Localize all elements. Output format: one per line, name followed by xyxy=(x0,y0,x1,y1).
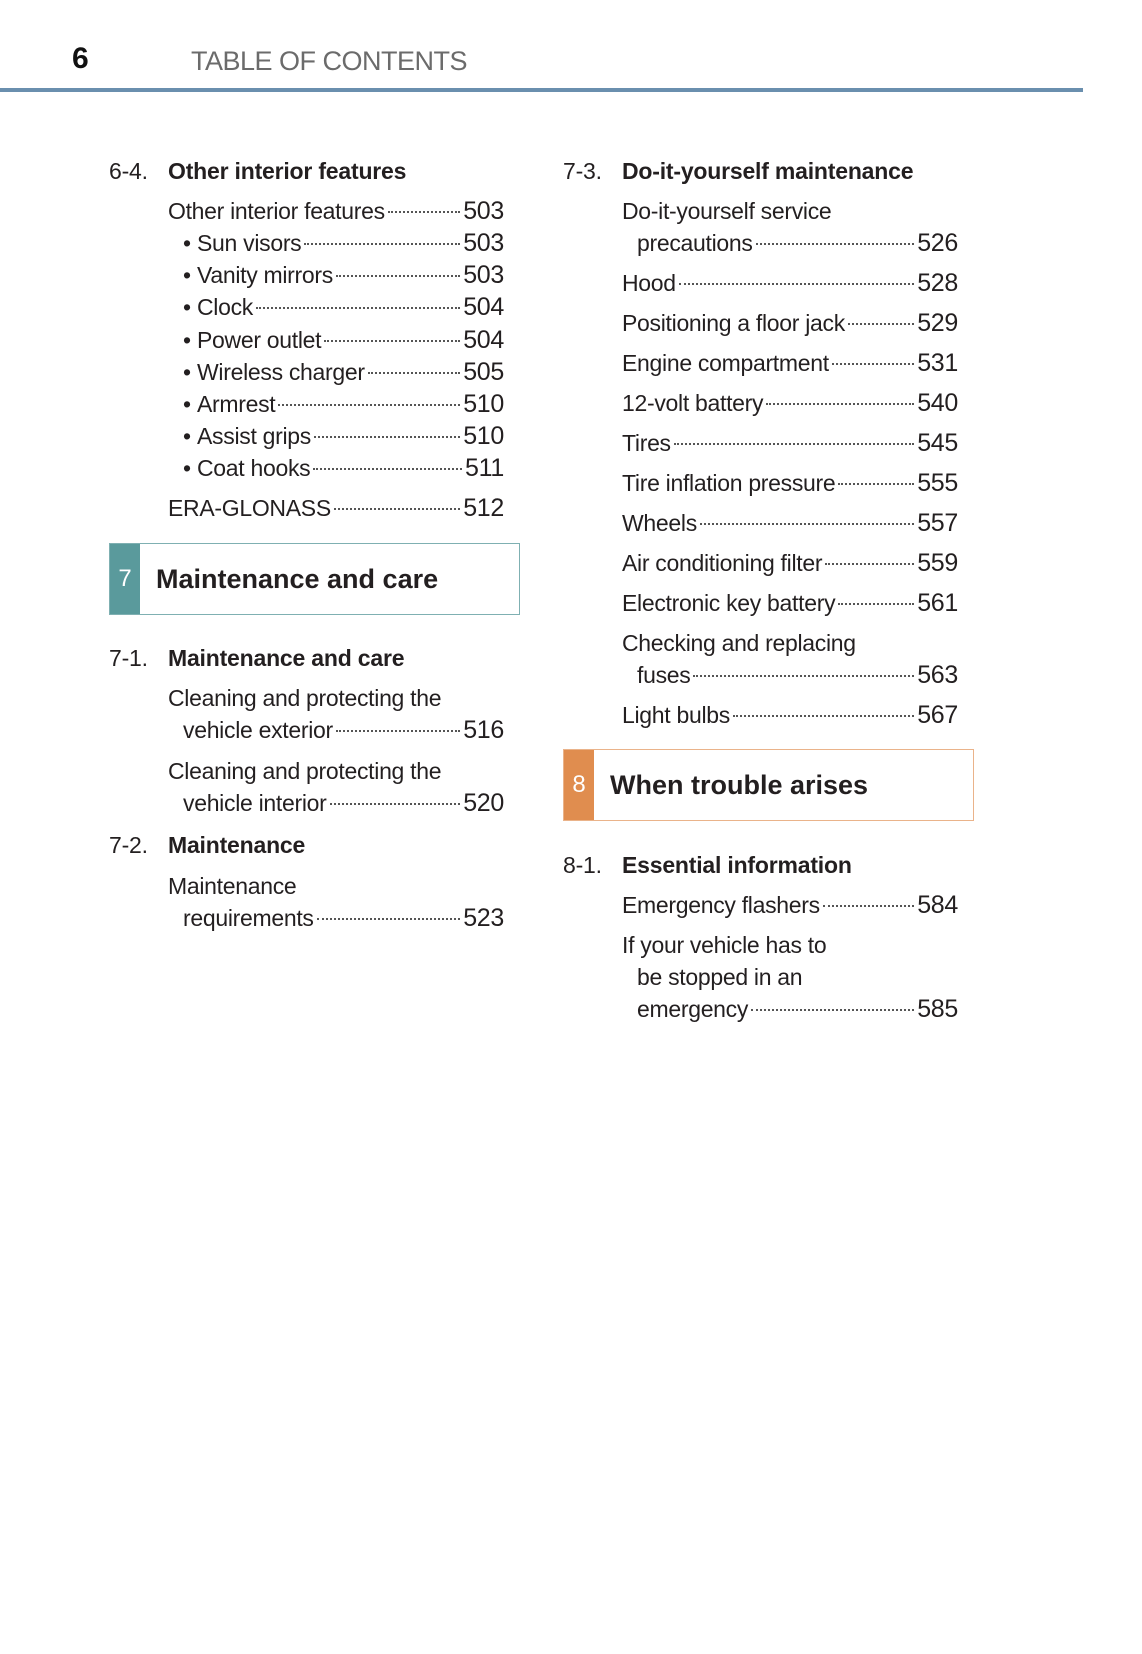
dot-leader xyxy=(368,372,460,374)
entry-page: 559 xyxy=(917,549,958,577)
entry-page: 511 xyxy=(465,454,504,482)
entry-page: 503 xyxy=(463,261,504,289)
bullet-icon: • xyxy=(183,359,191,385)
entry-text: Coat hooks xyxy=(197,455,311,481)
toc-entry[interactable] xyxy=(622,307,958,339)
entry-page: 531 xyxy=(917,349,958,377)
chapter-title: Maintenance and care xyxy=(156,563,439,594)
entry-label: precautions xyxy=(637,230,753,256)
entry-label xyxy=(183,291,253,323)
section-number: 7-2. xyxy=(109,832,148,858)
section-number: 8-1. xyxy=(563,852,602,878)
entry-page: 503 xyxy=(463,229,504,257)
entry-text: Armrest xyxy=(197,391,276,417)
page-title: TABLE OF CONTENTS xyxy=(191,46,468,76)
toc-entry[interactable] xyxy=(168,492,504,524)
entry-page: 526 xyxy=(917,229,958,257)
section-8-1-heading xyxy=(563,849,852,881)
dot-leader xyxy=(313,468,462,470)
entry-label-line[interactable] xyxy=(637,961,958,993)
entry-page: 505 xyxy=(463,358,504,386)
toc-entry[interactable] xyxy=(637,227,958,259)
dot-leader xyxy=(823,905,914,907)
entry-label: requirements xyxy=(183,905,314,931)
entry-label: vehicle interior xyxy=(183,790,327,816)
toc-entry[interactable] xyxy=(622,699,958,731)
entry-page: 516 xyxy=(463,716,504,744)
entry-page: 523 xyxy=(463,904,504,932)
entry-label-line[interactable] xyxy=(622,627,958,659)
entry-text: Assist grips xyxy=(197,423,311,449)
entry-label-line[interactable] xyxy=(168,870,504,902)
dot-leader xyxy=(700,523,914,525)
section-number: 6-4. xyxy=(109,158,148,184)
entry-label: vehicle exterior xyxy=(183,717,333,743)
header-rule xyxy=(0,88,1083,92)
entry-page: 567 xyxy=(917,701,958,729)
section-7-3-heading xyxy=(563,155,913,187)
entry-label: 12-volt battery xyxy=(622,390,764,416)
entry-label: Maintenance xyxy=(168,873,297,899)
section-title: Do-it-yourself maintenance xyxy=(622,158,914,184)
entry-label: Emergency flashers xyxy=(622,892,820,918)
section-number: 7-1. xyxy=(109,645,148,671)
entry-page: 504 xyxy=(463,293,504,321)
toc-entry[interactable] xyxy=(622,267,958,299)
entry-label: Electronic key battery xyxy=(622,590,836,616)
bullet-icon: • xyxy=(183,327,191,353)
chapter-title: When trouble arises xyxy=(610,769,869,800)
dot-leader xyxy=(838,483,914,485)
entry-label: emergency xyxy=(637,996,749,1022)
toc-entry[interactable] xyxy=(183,388,504,420)
entry-page: 555 xyxy=(917,469,958,497)
entry-label: Checking and replacing xyxy=(622,630,856,656)
entry-page: 504 xyxy=(463,326,504,354)
entry-page: 510 xyxy=(463,422,504,450)
dot-leader xyxy=(388,211,460,213)
entry-label: fuses xyxy=(637,662,691,688)
dot-leader xyxy=(317,918,461,920)
toc-entry[interactable] xyxy=(183,259,504,291)
entry-label xyxy=(183,227,301,259)
toc-entry[interactable] xyxy=(183,324,504,356)
toc-entry[interactable] xyxy=(183,356,504,388)
entry-label xyxy=(183,324,321,356)
entry-page: 503 xyxy=(463,197,504,225)
dot-leader xyxy=(334,508,460,510)
toc-entry[interactable] xyxy=(622,507,958,539)
chapter-number: 8 xyxy=(564,750,594,820)
section-title: Maintenance and care xyxy=(168,645,405,671)
bullet-icon: • xyxy=(183,455,191,481)
dot-leader xyxy=(324,340,460,342)
toc-entry[interactable] xyxy=(637,659,958,691)
section-7-1-heading xyxy=(109,642,404,674)
dot-leader xyxy=(733,715,914,717)
toc-entry[interactable] xyxy=(622,467,958,499)
toc-entry[interactable] xyxy=(183,291,504,323)
section-6-4-heading xyxy=(109,155,406,187)
toc-entry[interactable] xyxy=(183,420,504,452)
toc-entry[interactable] xyxy=(637,993,958,1025)
entry-label xyxy=(183,356,365,388)
entry-page: 540 xyxy=(917,389,958,417)
entry-label xyxy=(183,259,333,291)
dot-leader xyxy=(330,803,461,805)
toc-entry[interactable] xyxy=(183,227,504,259)
entry-page: 520 xyxy=(463,789,504,817)
entry-page: 584 xyxy=(917,891,958,919)
dot-leader xyxy=(751,1009,914,1011)
entry-label: Air conditioning filter xyxy=(622,550,823,576)
bullet-icon: • xyxy=(183,294,191,320)
section-number: 7-3. xyxy=(563,158,602,184)
entry-label: Positioning a floor jack xyxy=(622,310,845,336)
entry-label: Engine compartment xyxy=(622,350,829,376)
dot-leader xyxy=(679,283,914,285)
entry-page: 529 xyxy=(917,309,958,337)
dot-leader xyxy=(304,243,460,245)
entry-label xyxy=(183,388,275,420)
entry-text: Clock xyxy=(197,294,254,320)
bullet-icon: • xyxy=(183,230,191,256)
entry-text: Vanity mirrors xyxy=(197,262,333,288)
chapter-7-banner[interactable] xyxy=(109,543,520,615)
toc-entry[interactable] xyxy=(622,347,958,379)
toc-entry[interactable] xyxy=(622,889,958,921)
entry-label: Tire inflation pressure xyxy=(622,470,836,496)
dot-leader xyxy=(336,275,460,277)
section-title: Maintenance xyxy=(168,832,306,858)
dot-leader xyxy=(832,363,914,365)
entry-label: Tires xyxy=(622,430,671,456)
entry-label xyxy=(183,452,310,484)
dot-leader xyxy=(314,436,460,438)
entry-label: Cleaning and protecting the xyxy=(168,758,442,784)
entry-text: Power outlet xyxy=(197,327,322,353)
dot-leader xyxy=(693,675,914,677)
dot-leader xyxy=(838,603,914,605)
entry-page: 545 xyxy=(917,429,958,457)
toc-entry[interactable] xyxy=(183,452,504,484)
entry-label: ERA-GLONASS xyxy=(168,495,331,521)
bullet-icon: • xyxy=(183,262,191,288)
toc-entry[interactable] xyxy=(622,547,958,579)
toc-entry[interactable] xyxy=(168,195,504,227)
entry-text: Sun visors xyxy=(197,230,302,256)
bullet-icon: • xyxy=(183,391,191,417)
entry-page: 510 xyxy=(463,390,504,418)
section-title: Essential information xyxy=(622,852,852,878)
entry-label-line[interactable] xyxy=(168,682,504,714)
entry-label-line[interactable] xyxy=(168,755,504,787)
entry-label: Wheels xyxy=(622,510,697,536)
page-number: 6 xyxy=(72,42,89,75)
dot-leader xyxy=(336,730,460,732)
entry-label: Light bulbs xyxy=(622,702,730,728)
entry-label: Cleaning and protecting the xyxy=(168,685,442,711)
entry-label-line[interactable] xyxy=(622,195,958,227)
entry-label-line[interactable] xyxy=(622,929,958,961)
chapter-number: 7 xyxy=(110,544,140,614)
section-title: Other interior features xyxy=(168,158,407,184)
dot-leader xyxy=(256,307,460,309)
entry-page: 585 xyxy=(917,995,958,1023)
entry-label: Do-it-yourself service xyxy=(622,198,832,224)
entry-label: Other interior features xyxy=(168,198,385,224)
dot-leader xyxy=(674,443,914,445)
toc-entry[interactable] xyxy=(622,587,958,619)
toc-entry[interactable] xyxy=(622,387,958,419)
entry-label: be stopped in an xyxy=(637,964,803,990)
toc-entry[interactable] xyxy=(183,787,504,819)
entry-page: 563 xyxy=(917,661,958,689)
dot-leader xyxy=(766,403,914,405)
entry-page: 512 xyxy=(463,494,504,522)
chapter-8-banner[interactable] xyxy=(563,749,974,821)
entry-text: Wireless charger xyxy=(197,359,365,385)
toc-entry[interactable] xyxy=(183,714,504,746)
dot-leader xyxy=(756,243,915,245)
entry-label: Hood xyxy=(622,270,676,296)
bullet-icon: • xyxy=(183,423,191,449)
section-7-2-heading xyxy=(109,829,305,861)
entry-page: 557 xyxy=(917,509,958,537)
entry-label xyxy=(183,420,311,452)
toc-entry[interactable] xyxy=(622,427,958,459)
toc-entry[interactable] xyxy=(183,902,504,934)
dot-leader xyxy=(278,404,460,406)
entry-label: If your vehicle has to xyxy=(622,932,827,958)
entry-page: 561 xyxy=(917,589,958,617)
dot-leader xyxy=(825,563,914,565)
entry-page: 528 xyxy=(917,269,958,297)
dot-leader xyxy=(848,323,914,325)
